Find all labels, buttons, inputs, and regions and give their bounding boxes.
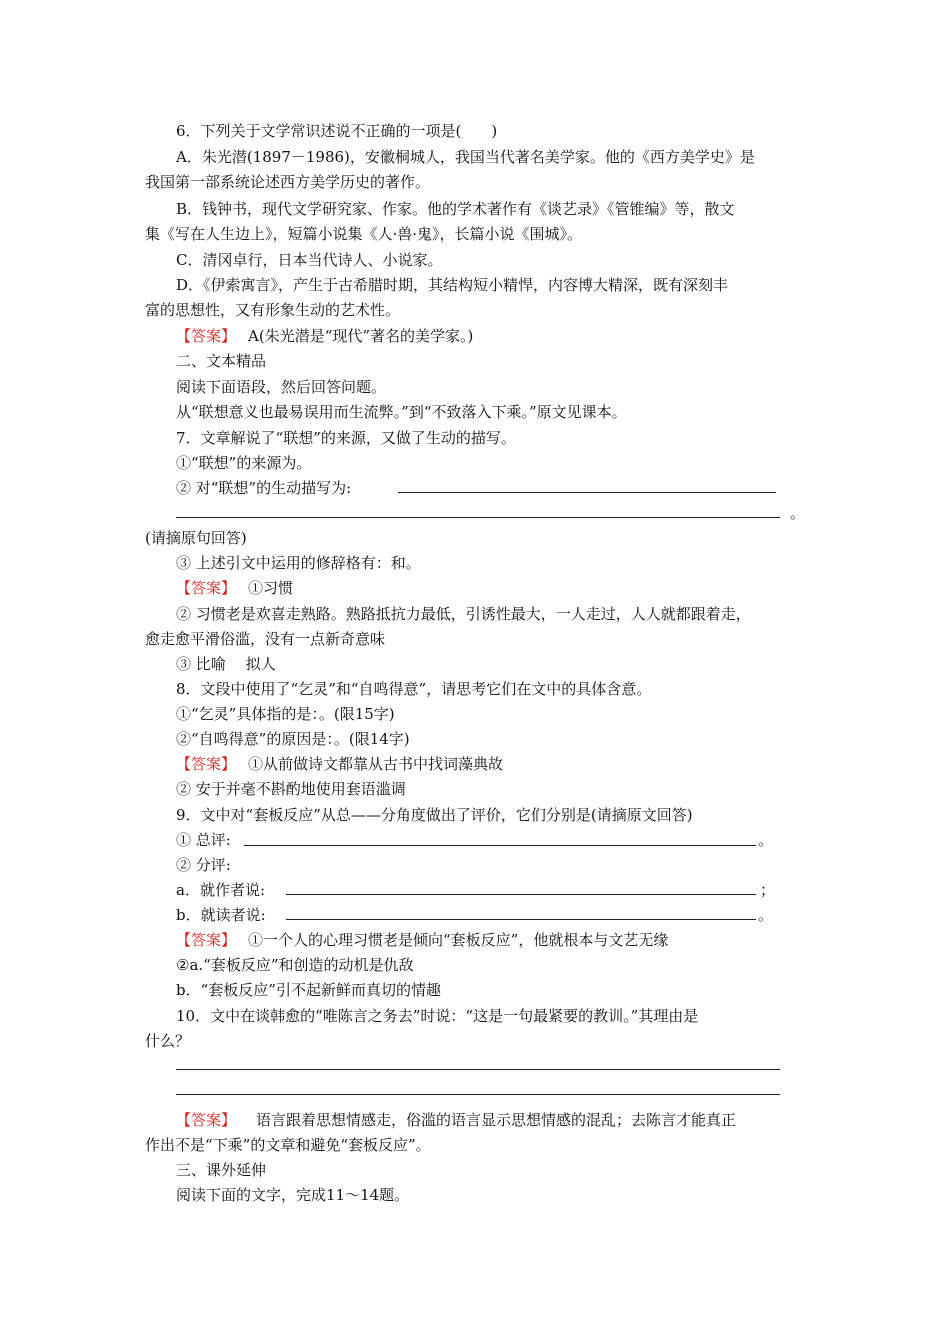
q6-option-d-line2: 富的思想性，又有形象生动的艺术性。	[145, 301, 401, 319]
q6-option-a-line1: A．朱光潜(1897－1986)，安徽桐城人，我国当代著名美学家。他的《西方美学史》是	[176, 148, 755, 166]
q7-answer-3b: 拟人	[245, 655, 276, 673]
q7-part2	[0, 478, 950, 498]
q10-stem-line2: 什么？	[145, 1032, 191, 1050]
q7-answer	[0, 578, 950, 598]
answer-tag: 【答案】	[176, 579, 237, 597]
q8-part2: ②“自鸣得意”的原因是：。(限14字)	[176, 730, 410, 748]
q7-end-mark: 。	[790, 504, 806, 522]
q9-part2: ② 分评:	[176, 856, 231, 874]
q9-part1-end: 。	[758, 831, 774, 849]
section3-heading: 三、课外延伸	[176, 1161, 267, 1179]
answer-tag: 【答案】	[176, 1111, 237, 1129]
q7-answer-1: ①习惯	[248, 579, 294, 597]
q6-option-a-line2: 我国第一部系统论述西方美学历史的著作。	[145, 173, 431, 191]
q7-part2-label: ② 对“联想”的生动描写为:	[176, 479, 352, 497]
section2-heading: 二、文本精品	[176, 352, 267, 370]
answer-blank-line[interactable]	[286, 894, 756, 895]
section3-instruction: 阅读下面的文字，完成11～14题。	[176, 1186, 410, 1204]
q6-answer-text: A(朱光潜是“现代”著名的美学家。)	[248, 327, 474, 345]
answer-blank-line[interactable]	[176, 517, 780, 518]
q7-answer-3a: ③ 比喻	[176, 655, 226, 673]
answer-tag: 【答案】	[176, 755, 237, 773]
q10-answer	[0, 1110, 950, 1130]
q9-part-b-end: 。	[758, 906, 774, 924]
q8-answer-1: ①从前做诗文都靠从古书中找词藻典故	[248, 755, 504, 773]
q6-answer	[0, 326, 950, 346]
q6-stem: 6．下列关于文学常识述说不正确的一项是( )	[176, 122, 498, 140]
answer-blank-line[interactable]	[244, 845, 756, 846]
q9-answer-2: ②a.“套板反应”和创造的动机是仇敌	[176, 956, 414, 974]
q9-part-a	[0, 880, 950, 900]
q7-part1: ①“联想”的来源为。	[176, 454, 312, 472]
answer-tag: 【答案】	[176, 327, 237, 345]
q8-stem: 8．文段中使用了“乞灵”和“自鸣得意”，请思考它们在文中的具体含意。	[176, 680, 652, 698]
answer-blank-line[interactable]	[176, 1069, 780, 1070]
q10-answer-line1: 语言跟着思想情感走，俗滥的语言显示思想情感的混乱；去陈言才能真正	[256, 1111, 737, 1129]
section2-instruction: 阅读下面语段，然后回答问题。	[176, 378, 387, 396]
q9-part1-label: ① 总评:	[176, 831, 231, 849]
q7-answer-3	[0, 654, 950, 674]
q9-part1	[0, 830, 950, 850]
q9-answer	[0, 930, 950, 950]
q9-part-a-label: a．就作者说:	[176, 881, 265, 899]
q6-option-b-line1: B．钱钟书，现代文学研究家、作家。他的学术著作有《谈艺录》《管锥编》等，散文	[176, 200, 735, 218]
q8-part1: ①“乞灵”具体指的是：。(限15字)	[176, 705, 395, 723]
answer-tag: 【答案】	[176, 931, 237, 949]
q7-part3: ③ 上述引文中运用的修辞格有：和。	[176, 554, 421, 572]
q10-stem-line1: 10．文中在谈韩愈的“唯陈言之务去”时说：“这是一句最紧要的教训。”其理由是	[176, 1007, 699, 1025]
q9-part-a-end: ；	[760, 881, 776, 899]
q8-answer-2: ② 安于并毫不斟酌地使用套语滥调	[176, 780, 406, 798]
q9-answer-3: b．“套板反应”引不起新鲜而真切的情趣	[176, 981, 441, 999]
q8-answer	[0, 754, 950, 774]
q7-answer-2-line1: ② 习惯老是欢喜走熟路。熟路抵抗力最低，引诱性最大，一人走过，人人就都跟着走，	[176, 605, 751, 623]
q6-option-b-line2: 集《写在人生边上》，短篇小说集《人·兽·鬼》，长篇小说《围城》。	[145, 225, 583, 243]
q9-part-b-label: b．就读者说:	[176, 906, 266, 924]
section2-source: 从“联想意义也最易误用而生流弊。”到“不致落入下乘。”原文见课本。	[176, 403, 627, 421]
q7-note: (请摘原句回答)	[145, 529, 247, 547]
q7-answer-2-line2: 愈走愈平滑俗滥，没有一点新奇意味	[145, 630, 386, 648]
answer-blank-line[interactable]	[286, 919, 756, 920]
answer-blank-line[interactable]	[398, 492, 776, 493]
q6-option-d-line1: D．《伊索寓言》，产生于古希腊时期，其结构短小精悍，内容博大精深，既有深刻丰	[176, 276, 729, 294]
q9-stem: 9．文中对“套板反应”从总——分角度做出了评价，它们分别是(请摘原文回答)	[176, 806, 693, 824]
q9-part-b	[0, 905, 950, 925]
q6-option-c: C．清冈卓行，日本当代诗人、小说家。	[176, 251, 443, 269]
answer-blank-line[interactable]	[176, 1094, 780, 1095]
q7-stem: 7．文章解说了“联想”的来源，又做了生动的描写。	[176, 429, 516, 447]
q10-answer-line2: 作出不是“下乘”的文章和避免“套板反应”。	[145, 1136, 431, 1154]
q9-answer-1: ①一个人的心理习惯老是倾向“套板反应”，他就根本与文艺无缘	[248, 931, 669, 949]
